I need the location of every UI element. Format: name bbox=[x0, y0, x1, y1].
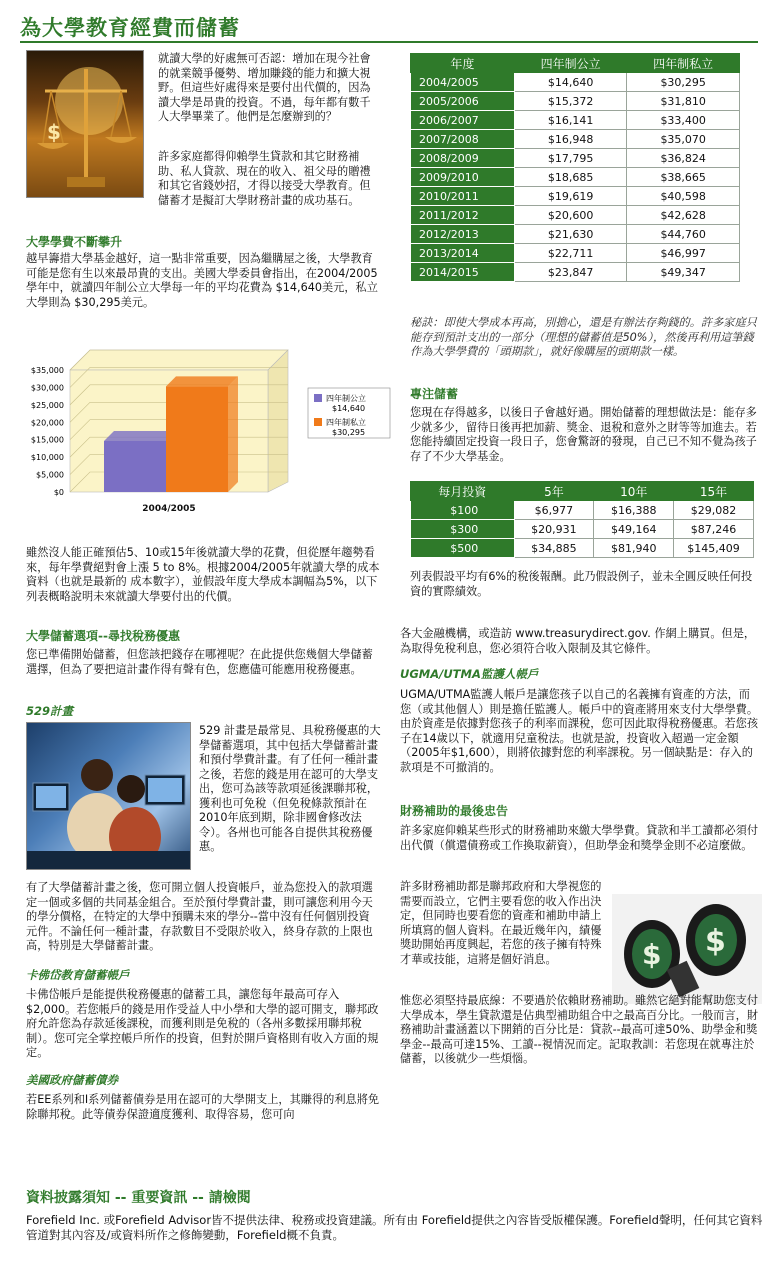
table-cell: $16,388 bbox=[594, 501, 674, 520]
table-cell: $18,685 bbox=[514, 168, 627, 187]
bonds-heading: 美國政府儲蓄債券 bbox=[26, 1073, 118, 1087]
table-cell: $500 bbox=[411, 539, 515, 558]
table-cell: $145,409 bbox=[674, 539, 754, 558]
table-cell: $23,847 bbox=[514, 263, 627, 282]
table-row bbox=[411, 168, 740, 187]
svg-text:$: $ bbox=[47, 120, 61, 144]
table-cell: $30,295 bbox=[627, 73, 740, 92]
money-binoculars-image bbox=[612, 894, 762, 1004]
disclosure-heading: 資料披露須知 -- 重要資訊 -- 請檢閱 bbox=[26, 1190, 251, 1206]
table-cell: $44,760 bbox=[627, 225, 740, 244]
svg-text:$: $ bbox=[642, 938, 662, 971]
table-cell: $100 bbox=[411, 501, 515, 520]
chart-y-tick-label: $5,000 bbox=[36, 470, 64, 480]
table-row bbox=[411, 539, 754, 558]
chart-legend-label: 四年制公立 bbox=[326, 394, 366, 403]
intro-paragraph-2: 許多家庭都得仰賴學生貸款和其它財務補助、私人貸款、現在的收入、祖父母的贈禮和其它省錢妙招，才得以接受大學教育。但儲蓄才是擬訂大學財務計畫的成功基石。 bbox=[158, 150, 371, 207]
table-cell: $87,246 bbox=[674, 520, 754, 539]
options-heading: 大學儲蓄選項--尋找稅務優惠 bbox=[26, 629, 180, 643]
table-cell: $17,795 bbox=[514, 149, 627, 168]
rising-paragraph: 越早籌措大學基金越好，這一點非常重要，因為繼購屋之後，大學教育可能是您有生以來最昂貴的支出。美國大學委員會指出，在2004/2005學年中，就讀四年制公立大學每一年的平均花費為 $14,640美元，私立大學則為 $30,295美元。 bbox=[26, 252, 378, 309]
invest_table-header-1: 5年 bbox=[514, 482, 594, 501]
table-cell: $31,810 bbox=[627, 92, 740, 111]
table-cell: 2007/2008 bbox=[411, 130, 515, 149]
title-rule bbox=[20, 41, 758, 43]
chart-data-label: $30,295 bbox=[332, 428, 366, 437]
table-cell: 2011/2012 bbox=[411, 206, 515, 225]
cost-table bbox=[410, 53, 740, 282]
table-cell: $16,948 bbox=[514, 130, 627, 149]
aid-heading: 財務補助的最後忠告 bbox=[400, 804, 509, 818]
table-row bbox=[411, 149, 740, 168]
focus-heading: 專注儲蓄 bbox=[410, 387, 459, 401]
table-cell: $40,598 bbox=[627, 187, 740, 206]
plan529-paragraph: 529 計畫是最常見、具稅務優惠的大學儲蓄選項，其中包括大學儲蓄計畫和預付學費計畫。有了任何一種計畫之後，若您的錢是用在認可的大學支出，您可為該等款項延後課聯邦稅，獲利也可免稅（但免稅條款預計在2010年底到期，除非國會修改法令）。各州也可能各自提供其稅務優惠。 bbox=[199, 724, 381, 853]
coverdell-heading: 卡佛岱教育儲蓄帳戶 bbox=[26, 968, 130, 982]
invest-note: 列表假設平均有6%的稅後報酬。此乃假設例子，並未全圓反映任何投資的實際績效。 bbox=[410, 570, 753, 598]
table-cell: $46,997 bbox=[627, 244, 740, 263]
bonds-paragraph-continued: 各大金融機構，或造訪 www.treasurydirect.gov. 作網上購買。但是，為取得免稅利息，您必須符合收入限制及其它條件。 bbox=[400, 627, 756, 655]
table-row bbox=[411, 206, 740, 225]
table-cell: 2009/2010 bbox=[411, 168, 515, 187]
table-row bbox=[411, 92, 740, 111]
table-row bbox=[411, 130, 740, 149]
invest_table-header-0: 每月投資 bbox=[411, 482, 515, 501]
disclosure-paragraph: Forefield Inc. 或Forefield Advisor皆不提供法律、稅務或投資建議。所有由 Forefield提供之內容皆受版權保護。Forefield聲明，任何其它資料管道對其內容及/或資料所作之修飾變動，Forefield概不負責。 bbox=[26, 1213, 763, 1242]
table-cell: 2010/2011 bbox=[411, 187, 515, 206]
table-cell: $19,619 bbox=[514, 187, 627, 206]
forecast-paragraph: 雖然沒人能正確預估5、10或15年後就讀大學的花費，但從歷年趨勢看來，每年學費絕對會上漲 5 to 8%。根據2004/2005年就讀大學的成本資料（也就是最新的 成本數字），並假設年度大學成本調幅為5%，以下列表概略說明未來就讀大學要付出的代價。 bbox=[26, 546, 380, 603]
invest_table-header-3: 15年 bbox=[674, 482, 754, 501]
cost_table-header-2: 四年制私立 bbox=[627, 54, 740, 73]
chart-data-label: $14,640 bbox=[332, 404, 366, 413]
chart-y-tick-label: $30,000 bbox=[30, 383, 64, 393]
focus-paragraph: 您現在存得越多，以後日子會越好過。開始儲蓄的理想做法是：能存多少就多少，留待日後再把加薪、獎金、退稅和意外之財等等加進去。若您能持續固定投資一段日子，您會驚訝的發現，自己已不知不覺為孩子存了不少大學基金。 bbox=[410, 406, 757, 463]
chart-bar bbox=[166, 376, 238, 492]
table-cell: $29,082 bbox=[674, 501, 754, 520]
table-cell: $81,940 bbox=[594, 539, 674, 558]
invest-table bbox=[410, 481, 754, 558]
table-row bbox=[411, 244, 740, 263]
aid-paragraph-1: 許多家庭仰賴某些形式的財務補助來繳大學學費。貸款和半工讀都必須付出代價（償還債務或工作換取薪資），但助學金和獎學金則不必這麼做。 bbox=[400, 824, 759, 852]
chart-legend-label: 四年制私立 bbox=[326, 418, 366, 427]
table-cell: $42,628 bbox=[627, 206, 740, 225]
page-title: 為大學教育經費而儲蓄 bbox=[20, 16, 240, 40]
table-row bbox=[411, 501, 754, 520]
table-cell: $35,070 bbox=[627, 130, 740, 149]
table-cell: 2008/2009 bbox=[411, 149, 515, 168]
table-cell: $34,885 bbox=[514, 539, 594, 558]
table-cell: $20,931 bbox=[514, 520, 594, 539]
table-row bbox=[411, 73, 740, 92]
coverdell-paragraph: 卡佛岱帳戶是能提供稅務優惠的儲蓄工具，讓您每年最高可存入$2,000。若您帳戶的錢是用作受益人中小學和大學的認可開支，聯邦政府允許您為存款延後課稅，而獲利則是免稅的（各州多數採用聯邦稅制）。您可完全掌控帳戶所作的投資，但對於開戶資格則有收入方面的規定。 bbox=[26, 988, 379, 1059]
intro-paragraph-1: 就讀大學的好處無可否認：增加在現今社會的就業競爭優勢、增加賺錢的能力和擴大視野。但這些好處得來是要付出代價的，因為讀大學是昂貴的投資。不過，每年都有數千人大學畢業了。他們是怎麼辦到的？ bbox=[158, 52, 371, 123]
table-row bbox=[411, 263, 740, 282]
table-row bbox=[411, 520, 754, 539]
table-cell: $49,347 bbox=[627, 263, 740, 282]
chart-legend-swatch bbox=[314, 394, 322, 402]
plan529-heading: 529計畫 bbox=[26, 704, 74, 718]
table-cell: $21,630 bbox=[514, 225, 627, 244]
table-cell: 2014/2015 bbox=[411, 263, 515, 282]
chart-y-tick-label: $15,000 bbox=[30, 435, 64, 445]
scales-money-image bbox=[26, 50, 144, 198]
plan529-paragraph-2: 有了大學儲蓄計畫之後，您可開立個人投資帳戶，並為您投入的款項選定一個或多個的共同基金組合。至於預付學費計畫，則可讓您利用今天的學分價格，在特定的大學中預購未來的學分--當中沒有任何個別投資元件。不論任何一種計畫，存款數目不受限於收入，終身存款的上限也高，特別是大學儲蓄計畫。 bbox=[26, 881, 373, 952]
rising-heading: 大學學費不斷攀升 bbox=[26, 235, 123, 249]
svg-text:$: $ bbox=[705, 924, 726, 959]
invest-table-wrap bbox=[410, 481, 754, 558]
table-cell: $33,400 bbox=[627, 111, 740, 130]
cost_table-header-0: 年度 bbox=[411, 54, 515, 73]
aid-paragraph-2: 許多財務補助都是聯邦政府和大學視您的需要而設立，它們主要看您的收入作出決定，但同時也要看您的資產和補助申請上所填寫的個人資料。在最近幾年內，績優獎助開始再度興起，若您的孩子擁有特殊才華或技能，這將是個好消息。 bbox=[400, 880, 602, 966]
chart-legend-swatch bbox=[314, 418, 322, 426]
table-cell: $22,711 bbox=[514, 244, 627, 263]
table-cell: $300 bbox=[411, 520, 515, 539]
table-cell: 2012/2013 bbox=[411, 225, 515, 244]
table-cell: $6,977 bbox=[514, 501, 594, 520]
ugma-heading: UGMA/UTMA監護人帳戶 bbox=[400, 667, 539, 681]
ugma-paragraph: UGMA/UTMA監護人帳戶是讓您孩子以自己的名義擁有資產的方法，而您（或其他個人）則是擔任監護人。帳戶中的資產將用來支付大學學費。由於資產是依據對您孩子的利率而課稅，您可因此取得稅務優惠。若您孩子在14歲以下，就適用兒童稅法。也就是說，投資收入超過一定金額（2005年$1,600），則將依據對您的利率課稅。另一個缺點是：存入的款項是不可撤消的。 bbox=[400, 688, 759, 774]
table-cell: 2006/2007 bbox=[411, 111, 515, 130]
bonds-paragraph: 若EE系列和I系列儲蓄債券是用在認可的大學開支上，其賺得的利息將免除聯邦稅。此等債券保證適度獲利、取得容易，您可向 bbox=[26, 1093, 380, 1121]
table-row bbox=[411, 187, 740, 206]
table-row bbox=[411, 111, 740, 130]
table-cell: 2004/2005 bbox=[411, 73, 515, 92]
table-cell: $36,824 bbox=[627, 149, 740, 168]
chart-x-category: 2004/2005 bbox=[142, 504, 196, 514]
cost-bar-chart bbox=[26, 332, 392, 522]
students-computer-image bbox=[26, 722, 191, 870]
chart-y-tick-label: $0 bbox=[53, 488, 64, 497]
table-cell: $14,640 bbox=[514, 73, 627, 92]
invest_table-header-2: 10年 bbox=[594, 482, 674, 501]
chart-y-tick-label: $35,000 bbox=[30, 366, 64, 375]
table-row bbox=[411, 225, 740, 244]
tip-paragraph: 秘訣：即使大學成本再高，別擔心，還是有辦法存夠錢的。許多家庭只能存到預計支出的一部分（理想的儲蓄值是50%），然後再利用這筆錢作為大學學費的「頭期款」，就好像購屋的頭期款一樣。 bbox=[410, 316, 757, 358]
chart-bar bbox=[104, 431, 176, 492]
options-paragraph: 您已準備開始儲蓄，但您該把錢存在哪裡呢？在此提供您幾個大學儲蓄選擇，但為了要把這計畫作得有聲有色，您應儘可能應用稅務優惠。 bbox=[26, 648, 373, 676]
table-cell: $49,164 bbox=[594, 520, 674, 539]
chart-y-tick-label: $10,000 bbox=[30, 453, 64, 463]
table-cell: 2013/2014 bbox=[411, 244, 515, 263]
aid-paragraph-3: 惟您必須堅持最底線：不要過於依賴財務補助。雖然它絕對能幫助您支付大學成本，學生貸款還是佔典型補助組合中之最高百分比。一般而言，財務補助計畫涵蓋以下開銷的百分比是：貸款--最高可達50%、助學金和獎學金--最高可達15%、工讀--視情況而定。記取教訓：若您現在就專注於儲蓄，以後就少一些煩惱。 bbox=[400, 994, 759, 1065]
chart-y-tick-label: $20,000 bbox=[30, 418, 64, 428]
chart-y-tick-label: $25,000 bbox=[30, 400, 64, 410]
cost-table-wrap bbox=[410, 53, 740, 282]
table-cell: $20,600 bbox=[514, 206, 627, 225]
table-cell: $38,665 bbox=[627, 168, 740, 187]
table-cell: $15,372 bbox=[514, 92, 627, 111]
cost_table-header-1: 四年制公立 bbox=[514, 54, 627, 73]
table-cell: $16,141 bbox=[514, 111, 627, 130]
table-cell: 2005/2006 bbox=[411, 92, 515, 111]
